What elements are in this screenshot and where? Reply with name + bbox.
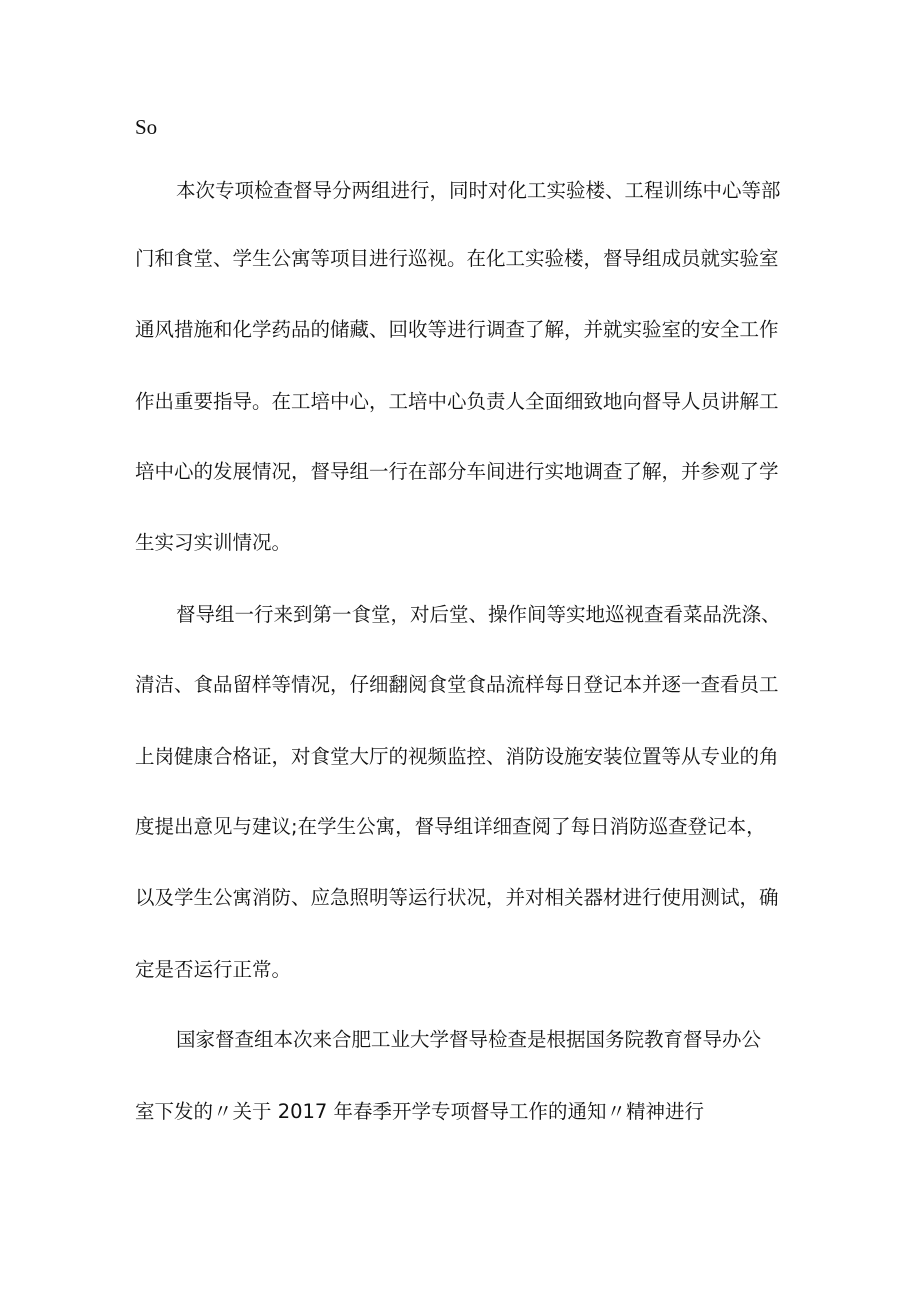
paragraph-line: 室下发的〃关于 2017 年春季开学专项督导工作的通知〃精神进行 [135,1100,705,1123]
paragraph-line: 以及学生公寓消防、应急照明等运行状况，并对相关器材进行使用测试，确 [135,886,779,909]
paragraph-line: 本次专项检查督导分两组进行，同时对化工实验楼、工程训练中心等部 [176,179,781,202]
paragraph-line: 定是否运行正常。 [135,958,292,981]
paragraph-line: 督导组一行来到第一食堂，对后堂、操作间等实地巡视查看菜品洗涤、 [176,603,781,626]
paragraph-line: 上岗健康合格证，对食堂大厅的视频监控、消防设施安装位置等从专业的角 [135,745,779,768]
header-fragment: So [135,115,158,139]
paragraph-line: 度提出意见与建议;在学生公寓，督导组详细查阅了每日消防巡查登记本， [135,815,766,838]
paragraph-line: 清洁、食品留样等情况，仔细翻阅食堂食品流样每日登记本并逐一查看员工 [135,673,779,696]
paragraph-line: 通风措施和化学药品的储藏、回收等进行调查了解，并就实验室的安全工作 [135,318,779,341]
paragraph-line: 生实习实训情况。 [135,531,292,554]
paragraph-line: 作出重要指导。在工培中心，工培中心负责人全面细致地向督导人员讲解工 [135,390,779,413]
paragraph-line: 门和食堂、学生公寓等项目进行巡视。在化工实验楼，督导组成员就实验室 [135,247,779,270]
paragraph-line: 国家督查组本次来合肥工业大学督导检查是根据国务院教育督导办公 [176,1028,762,1051]
paragraph-line: 培中心的发展情况，督导组一行在部分车间进行实地调查了解，并参观了学 [135,460,779,483]
